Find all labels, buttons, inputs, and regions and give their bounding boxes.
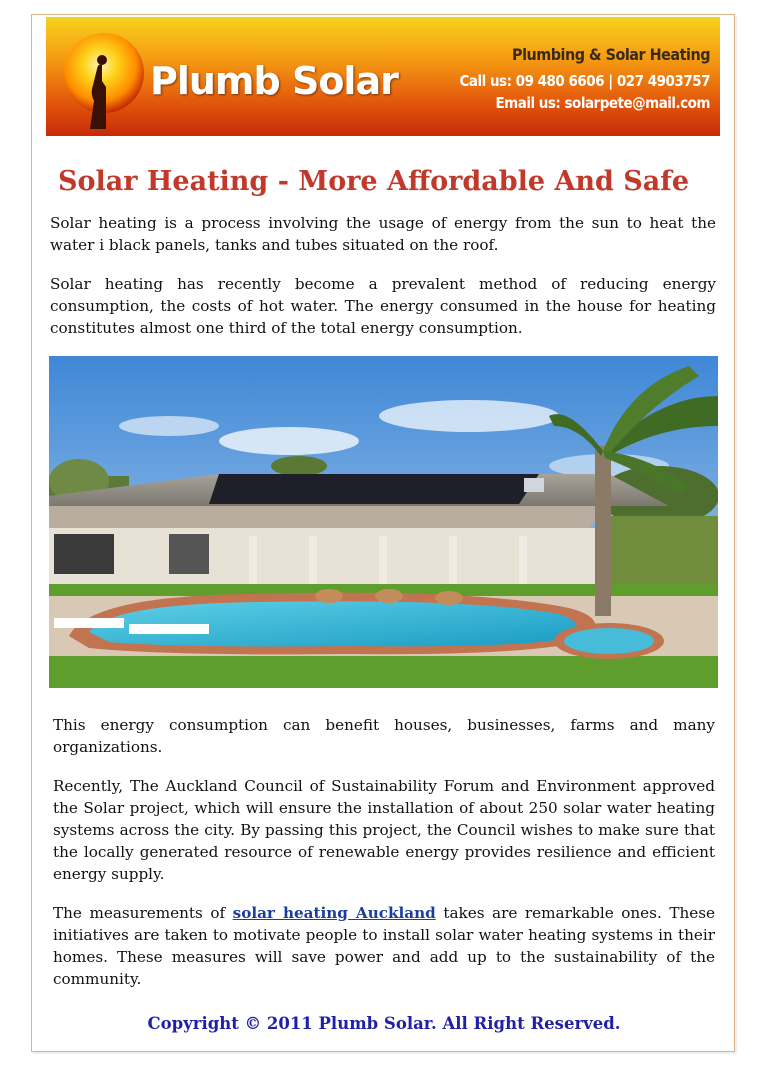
copyright-footer: Copyright © 2011 Plumb Solar. All Right Reserved.: [147, 1014, 621, 1033]
page-title: Solar Heating - More Affordable And Safe: [58, 166, 690, 197]
header-banner: [46, 17, 720, 136]
phone-number: Call us: 09 480 6606 | 027 4903757: [459, 72, 710, 90]
solar-heating-auckland-link[interactable]: solar heating Auckland: [232, 904, 436, 922]
paragraph-benefits: This energy consumption can benefit houses, businesses, farms and many organizations.: [53, 716, 715, 756]
paragraph-intro: Solar heating is a process involving the usage of energy from the sun to heat the water i black panels, tanks and tubes situated on the roof.: [50, 214, 716, 254]
contact-block: [460, 45, 711, 112]
tagline: Plumbing & Solar Heating: [512, 45, 710, 64]
paragraph-measurements: [53, 902, 715, 990]
sun-logo-icon: [60, 29, 150, 129]
paragraph-auckland-council: Recently, The Auckland Council of Sustainability Forum and Environment approved the Solar project, which will ensure the installation of about 250 solar water heating systems across the city. By passing this project, the Council wishes to make sure that the locally generated resource of renewable energy provides resilience and efficient energy supply.: [53, 777, 715, 883]
paragraph-consumption: Solar heating has recently become a prevalent method of reducing energy consumption, the costs of hot water. The energy consumed in the house for heating constitutes almost one third of the total energy consumption.: [50, 275, 716, 337]
brand-name: Plumb Solar: [150, 59, 398, 103]
email-address: Email us: solarpete@mail.com: [495, 94, 710, 112]
paragraph-measurements-end: takes are remarkable ones. These initiatives are taken to motivate people to install solar water heating systems in their homes. These measures will save power and add up to the sustainability of the community.: [53, 904, 715, 988]
house-pool-photo: [49, 356, 718, 688]
paragraph-measurements-start: The measurements of: [53, 904, 233, 922]
